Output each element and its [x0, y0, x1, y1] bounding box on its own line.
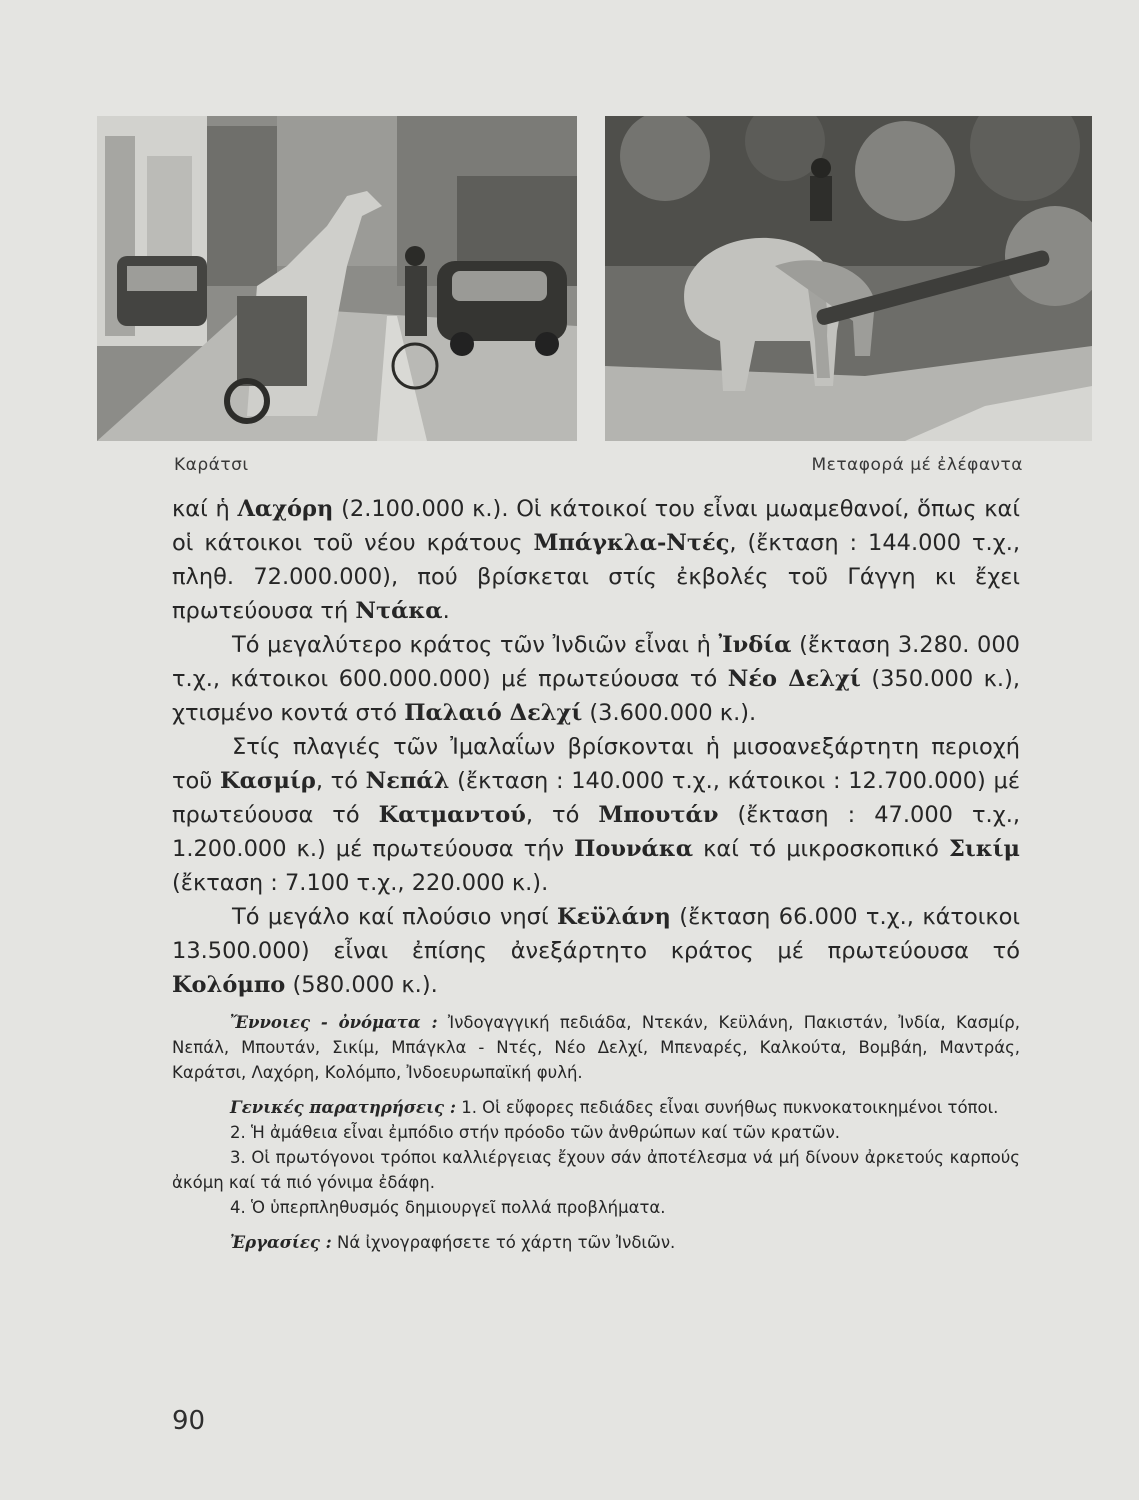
tasks-label: Ἐργασίες :: [230, 1233, 332, 1252]
place-new-delhi: Νέο Δελχί: [727, 666, 861, 692]
text-run: (ἔκταση : 7.100 τ.χ., 220.000 κ.).: [172, 870, 549, 896]
text-run: (2.100.000 κ.). Οἱ κάτοικοί του εἶναι μωαμεθανοί, ὅπως καί οἱ κάτοικοι τοῦ νέου κράτους: [172, 496, 1020, 556]
place-colombo: Κολόμπο: [172, 972, 286, 998]
chapter-notes: [172, 1010, 1020, 1255]
tasks-text: Νά ἰχνογραφήσετε τό χάρτη τῶν Ἰνδιῶν.: [331, 1233, 676, 1252]
caption-elephant-transport: Μεταφορά μέ ἐλέφαντα: [811, 455, 1023, 475]
text-run: Στίς πλαγιές τῶν Ἰμαλαΐων βρίσκονται ἡ μισοανεξάρτητη περιοχή τοῦ: [172, 734, 1020, 794]
concepts-label: Ἔννοιες - ὀνόματα :: [230, 1013, 438, 1032]
general-remark-2: 2. Ἡ ἀμάθεια εἶναι ἐμπόδιο στήν πρόοδο τῶν ἀνθρώπων καί τῶν κρατῶν.: [230, 1123, 841, 1142]
place-sikkim: Σικίμ: [948, 836, 1020, 862]
paragraph-himalayan-states: [172, 730, 1020, 900]
concepts-names-note: [172, 1010, 1020, 1085]
photo-karachi-street: [97, 116, 577, 441]
text-run: , τό: [525, 802, 599, 828]
photo-elephant-transport: [605, 116, 1092, 441]
text-run: καί ἡ: [172, 496, 238, 522]
text-run: (3.600.000 κ.).: [582, 700, 757, 726]
text-run: (ἔκταση : 47.000 τ.χ., 1.200.000 κ.) μέ πρωτεύουσα τήν: [172, 802, 1021, 862]
text-run: , τό: [315, 768, 366, 794]
text-run: (ἔκταση 66.000 τ.χ., κάτοικοι 13.500.000) εἶναι ἐπίσης ἀνεξάρτητο κράτος μέ πρωτεύουσα τό: [172, 904, 1021, 964]
text-run: (ἔκταση : 140.000 τ.χ., κάτοικοι : 12.700.000) μέ πρωτεύουσα τό: [172, 768, 1020, 828]
place-bhutan: Μπουτάν: [598, 802, 719, 828]
place-bangladesh: Μπάγκλα-Ντές: [533, 530, 730, 556]
text-run: Τό μεγάλο καί πλούσιο νησί: [232, 904, 557, 930]
text-run: (350.000 κ.), χτισμένο κοντά στό: [172, 666, 1021, 726]
text-run: καί τό μικροσκοπικό: [693, 836, 949, 862]
main-text-column: [172, 492, 1020, 1255]
caption-karachi: Καράτσι: [174, 455, 249, 475]
general-remarks-label: Γενικές παρατηρήσεις :: [230, 1098, 456, 1117]
place-punakha: Πουνάκα: [574, 836, 694, 862]
place-nepal: Νεπάλ: [365, 768, 450, 794]
general-remarks-note: [172, 1095, 1020, 1120]
place-kathmandu: Κατμαντού: [378, 802, 526, 828]
place-old-delhi: Παλαιό Δελχί: [404, 700, 583, 726]
paragraph-lahore-bangladesh: [172, 492, 1020, 628]
text-run: (ἔκταση 3.280. 000 τ.χ., κάτοικοι 600.000.000) μέ πρωτεύουσα τό: [172, 632, 1020, 692]
text-run: (580.000 κ.).: [285, 972, 438, 998]
general-remark-4: 4. Ὁ ὑπερπληθυσμός δημιουργεῖ πολλά προβλήματα.: [230, 1198, 666, 1217]
place-india: Ἰνδία: [718, 632, 792, 658]
place-lahore: Λαχόρη: [237, 496, 334, 522]
page-number: 90: [172, 1406, 206, 1436]
general-remark-1: 1. Οἱ εὔφορες πεδιάδες εἶναι συνήθως πυκνοκατοικημένοι τόποι.: [455, 1098, 999, 1117]
elephant-transport-illustration: [605, 116, 1092, 441]
paragraph-india: [172, 628, 1020, 730]
place-dhaka: Ντάκα: [355, 598, 443, 624]
text-run: , (ἔκταση : 144.000 τ.χ., πληθ. 72.000.000), πού βρίσκεται στίς ἐκβολές τοῦ Γάγγη κι ἔχει πρωτεύουσα τή: [172, 530, 1020, 624]
concepts-text: Ἰνδογαγγική πεδιάδα, Ντεκάν, Κεϋλάνη, Πακιστάν, Ἰνδία, Κασμίρ, Νεπάλ, Μπουτάν, Σικίμ, Μπάγκλα - Ντές, Νέο Δελχί, Μπεναρές, Καλκούτα, Βομβάη, Μαντράς, Καράτσι, Λαχόρη, Κολόμπο, Ἰνδοευρωπαϊκή φυλή.: [172, 1013, 1020, 1082]
karachi-street-illustration: [97, 116, 577, 441]
paragraph-ceylon: [172, 900, 1020, 1002]
text-run: .: [442, 598, 450, 624]
text-run: Τό μεγαλύτερο κράτος τῶν Ἰνδιῶν εἶναι ἡ: [232, 632, 719, 658]
general-remark-3: 3. Οἱ πρωτόγονοι τρόποι καλλιέργειας ἔχουν σάν ἀποτέλεσμα νά μή δίνουν ἀρκετούς καρπούς ἀκόμη καί τά πιό γόνιμα ἐδάφη.: [172, 1148, 1020, 1192]
tasks-note: [172, 1230, 1020, 1255]
place-kashmir: Κασμίρ: [220, 768, 316, 794]
place-ceylon: Κεϋλάνη: [556, 904, 671, 930]
